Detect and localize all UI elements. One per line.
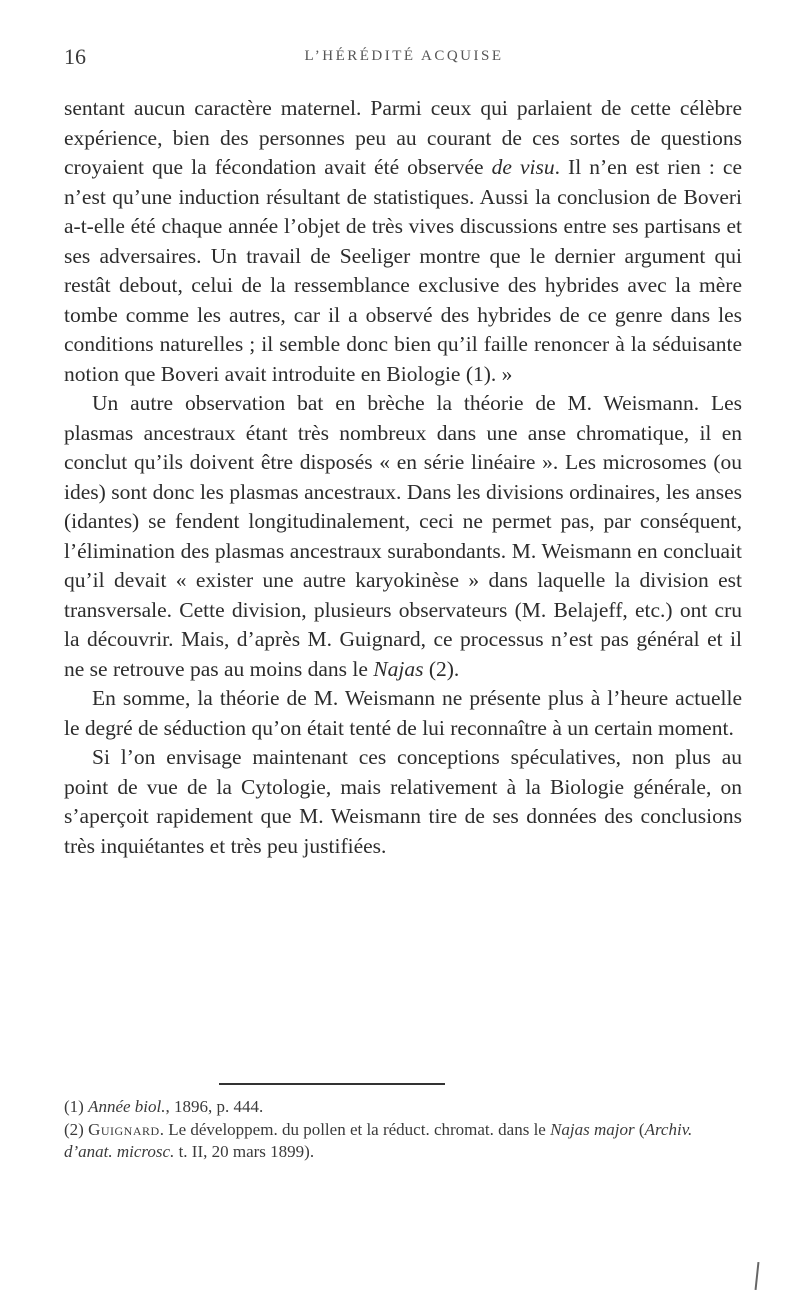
footnotes [64, 1096, 744, 1164]
paragraph-2-text: Un autre observation bat en brèche la théorie de M. Weismann. Les plasmas ancestraux étant très nombreux dans une anse chromatique, il en conclut qu’ils doivent être disposés « en série linéaire ». Les microsomes (ou ides) sont donc les plasmas ancestraux. Dans les divisions ordinaires, les anses (idantes) se fendent longitudinalement, ceci ne permet pas, par conséquent, l’élimination des plasmas ancestraux surabondants. M. Weismann en concluait qu’il devait « exister une autre karyokinèse » dans laquelle la division est transversale. Cette division, plusieurs observateurs (M. Belajeff, etc.) ont cru la découvrir. Mais, d’après M. Guignard, ce processus n’est pas général et il ne se retrouve pas au moins dans le [64, 391, 742, 681]
paragraph-2-end: (2). [423, 656, 460, 681]
najas-italic: Najas [373, 656, 424, 681]
paragraph-2 [64, 389, 742, 684]
running-title: L’HÉRÉDITÉ ACQUISE [304, 48, 504, 64]
running-head [64, 44, 744, 74]
page-edge-mark [755, 1262, 760, 1290]
footnote-2-paren: ( [634, 1120, 645, 1139]
body-text [64, 94, 742, 861]
footnote-1 [64, 1096, 744, 1118]
de-visu-italic: de visu [491, 155, 555, 179]
paragraph-1-text: sentant aucun caractère maternel. Parmi ceux qui parlaient de cette célèbre expérience, bien des personnes peu au courant de ces sortes de questions croyaient que la fécondation avait été observée [64, 96, 742, 179]
page-number: 16 [64, 44, 86, 69]
footnote-2-author: Guignard [88, 1120, 160, 1139]
paragraph-3: En somme, la théorie de M. Weismann ne présente plus à l’heure actuelle le degré de séduction qu’on était tenté de lui reconnaître à un certain moment. [64, 686, 742, 740]
footnote-1-number: (1) [64, 1097, 84, 1116]
footnote-2-species: Najas major [550, 1120, 635, 1139]
footnote-1-title: Année biol. [88, 1097, 166, 1116]
footnote-2 [64, 1119, 744, 1163]
footnote-2-number: (2) [64, 1120, 84, 1139]
paragraph-1 [64, 94, 742, 389]
footnote-2-end: t. II, 20 mars 1899). [174, 1142, 315, 1161]
footnote-2-journal: Archiv. d’anat. microsc. [64, 1120, 693, 1161]
footnote-1-rest: , 1896, p. 444. [165, 1097, 264, 1116]
footnote-divider [219, 1083, 445, 1085]
paragraph-1-rest: . Il n’en est rien : ce n’est qu’une induction résultant de statistiques. Aussi la conclusion de Boveri a-t-elle été chaque année l’objet de très vives discussions entre ses partisans et ses adversaires. Un travail de Seeliger montre que le dernier argument qui restât debout, celui de la ressemblance exclusive des hybrides avec la mère tombe comme les autres, car il a observé des hybrides de ce genre dans les conditions naturelles ; il semble donc bien qu’il faille renoncer à la séduisante notion que Boveri avait introduite en Biologie (1). » [64, 155, 743, 386]
footnote-2-text: . Le développem. du pollen et la réduct. chromat. dans le [159, 1120, 551, 1139]
paragraph-4: Si l’on envisage maintenant ces conceptions spéculatives, non plus au point de vue de la Cytologie, mais relativement à la Biologie générale, on s’aperçoit rapidement que M. Weismann tire de ses données des conclusions très inquiétantes et très peu justifiées. [64, 745, 742, 858]
